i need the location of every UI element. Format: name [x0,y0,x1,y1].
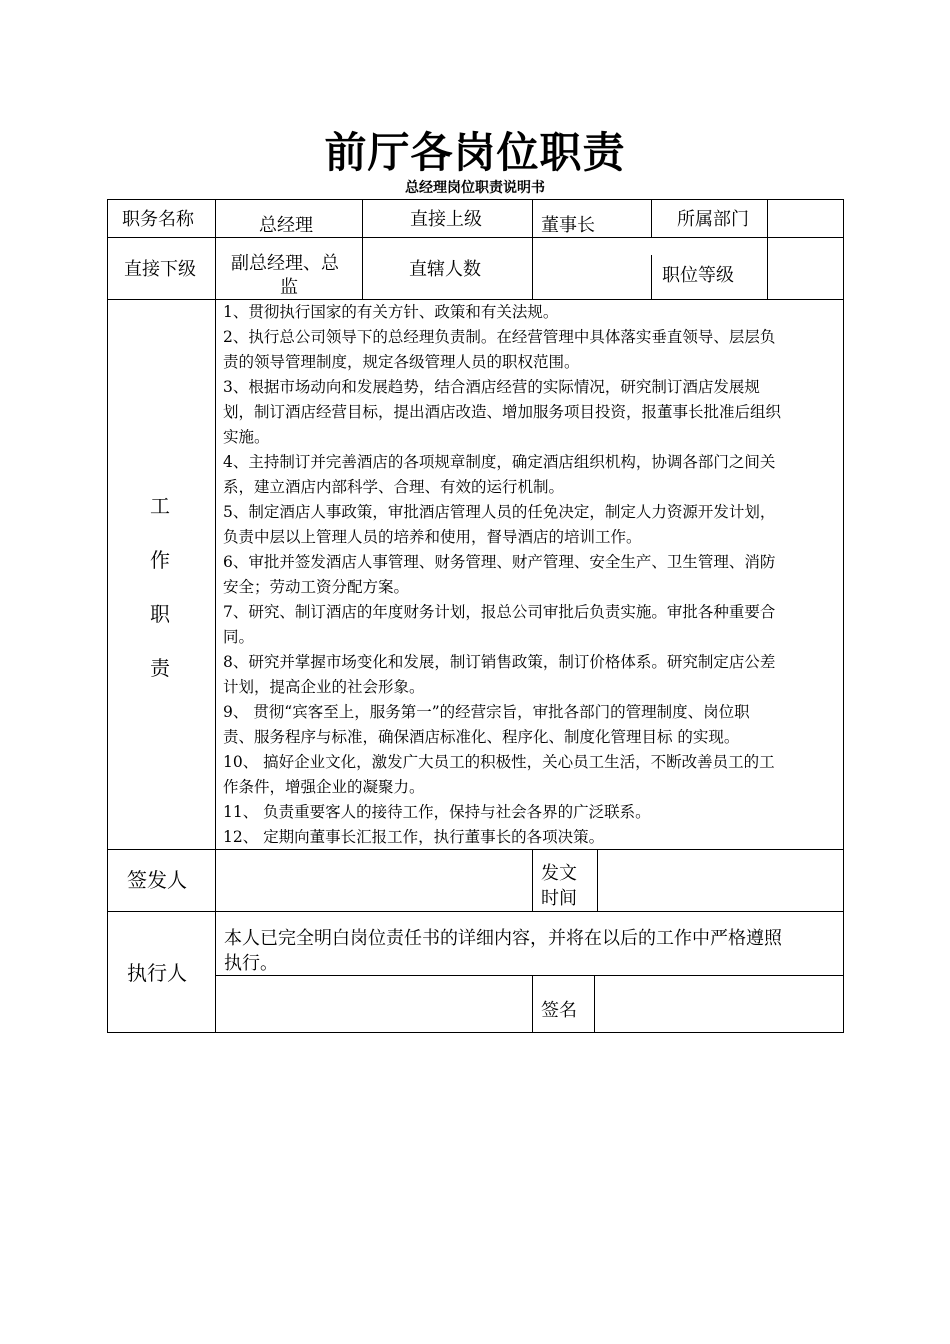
duty-line: 5、制定酒店人事政策，审批酒店管理人员的任免决定，制定人力资源开发计划， [223,503,776,521]
duties-label [150,490,170,706]
duties-label-char: 工 [150,494,170,518]
superior-label: 直接上级 [410,209,482,230]
duties-label-char: 作 [150,548,170,572]
duty-line: 实施。 [223,428,270,446]
issue-date-label-line2: 时间 [541,888,577,909]
duty-line: 9、 贯彻“宾客至上，服务第一”的经营宗旨，审批各部门的管理制度、岗位职 [223,703,750,721]
duty-line: 6、审批并签发酒店人事管理、财务管理、财产管理、安全生产、卫生管理、消防 [223,553,776,571]
duty-line: 作条件，增强企业的凝聚力。 [223,778,425,796]
duty-line: 2、执行总公司领导下的总经理负责制。在经营管理中具体落实垂直领导、层层负 [223,328,776,346]
duties-label-char: 职 [150,602,170,626]
sign-label: 签名 [541,1000,577,1021]
headcount-label: 直辖人数 [409,259,481,280]
page-title: 前厅各岗位职责 [324,128,626,177]
duty-line: 12、 定期向董事长汇报工作，执行董事长的各项决策。 [223,828,605,846]
duty-line: 同。 [223,628,255,646]
department-label: 所属部门 [677,209,749,230]
duty-line: 4、主持制订并完善酒店的各项规章制度，确定酒店组织机构，协调各部门之间关 [223,453,776,471]
position-value: 总经理 [259,215,313,236]
duty-line: 8、研究并掌握市场变化和发展，制订销售政策，制订价格体系。研究制定店公差 [223,653,776,671]
duty-line: 3、根据市场动向和发展趋势，结合酒店经营的实际情况，研究制订酒店发展规 [223,378,760,396]
duty-line: 安全；劳动工资分配方案。 [223,578,410,596]
duty-line: 责的领导管理制度，规定各级管理人员的职权范围。 [223,353,580,371]
executor-label: 执行人 [127,961,187,985]
position-label: 职务名称 [122,209,194,230]
duties-label-char: 责 [150,656,170,680]
grade-label: 职位等级 [662,265,734,286]
subordinate-value-line1: 副总经理、总 [231,253,339,274]
duty-line: 10、 搞好企业文化，激发广大员工的积极性，关心员工生活，不断改善员工的工 [223,753,775,771]
duty-line: 计划，提高企业的社会形象。 [223,678,425,696]
duty-line: 1、贯彻执行国家的有关方针、政策和有关法规。 [223,303,559,321]
duty-line: 划，制订酒店经营目标，提出酒店改造、增加服务项目投资，报董事长批准后组织 [223,403,782,421]
duty-line: 负责中层以上管理人员的培养和使用，督导酒店的培训工作。 [223,528,642,546]
superior-value: 董事长 [541,215,595,236]
subordinate-label: 直接下级 [124,259,196,280]
duty-line: 11、 负责重要客人的接待工作，保持与社会各界的广泛联系。 [223,803,651,821]
page-subtitle: 总经理岗位职责说明书 [405,180,545,196]
executor-statement-line1: 本人已完全明白岗位责任书的详细内容，并将在以后的工作中严格遵照 [224,928,782,949]
duty-line: 责、服务程序与标准，确保酒店标准化、程序化、制度化管理目标 的实现。 [223,728,740,746]
issue-date-label-line1: 发文 [541,863,577,884]
subordinate-value-line2: 监 [280,277,298,298]
duty-line: 系，建立酒店内部科学、合理、有效的运行机制。 [223,478,565,496]
executor-statement-line2: 执行。 [224,953,278,974]
duty-line: 7、研究、制订酒店的年度财务计划，报总公司审批后负责实施。审批各种重要合 [223,603,776,621]
signer-label: 签发人 [127,868,187,892]
duties-list [223,300,838,850]
